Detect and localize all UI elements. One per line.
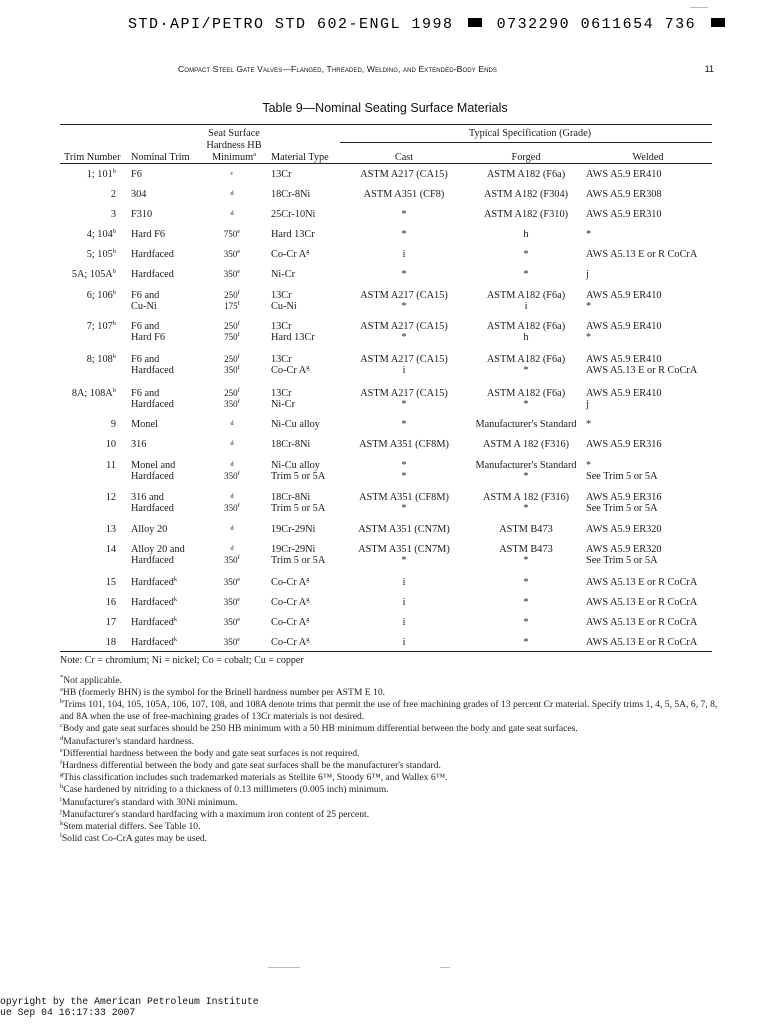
cell-welded: AWS A5.9 ER316: [586, 492, 662, 503]
cell-forged: ASTM A182 (F310): [483, 209, 569, 220]
cell-trim-number: 18: [105, 637, 116, 648]
cell-trim-number: 15: [105, 577, 116, 588]
cell-forged: Manufacturer's Standard: [475, 419, 577, 430]
cell-forged: ASTM A182 (F6a): [486, 354, 566, 365]
cell-forged: *: [523, 365, 529, 376]
cell-cast: *: [401, 269, 407, 280]
cell-welded: j: [586, 399, 589, 410]
cell-cast: i: [402, 617, 406, 628]
table-bottom-rule: [60, 651, 712, 652]
cell-hardness: d: [230, 190, 234, 197]
cell-welded: AWS A5.13 E or R CoCrA: [586, 617, 698, 628]
cell-forged: *: [523, 637, 529, 648]
cell-cast: i: [402, 637, 406, 648]
cell-cast: *: [401, 332, 407, 343]
cell-trim-number: 10: [105, 439, 116, 450]
cell-forged: *: [523, 249, 529, 260]
cell-forged: ASTM A 182 (F316): [482, 492, 570, 503]
cell-material-type: Co-Cr $A^g$: [271, 596, 310, 608]
cell-nominal-trim: F6 and: [131, 290, 160, 301]
scan-mark: [440, 967, 450, 968]
cell-forged: ASTM A182 (F304): [483, 189, 569, 200]
cell-nominal-trim: Hardfaced: [131, 503, 174, 514]
cell-trim-number: 2: [110, 189, 116, 200]
cell-material-type: Ni-Cu alloy: [271, 419, 320, 430]
cell-forged: h: [523, 332, 529, 343]
cell-trim-number: 7; 107$^b$: [86, 320, 116, 332]
page-number: 11: [704, 64, 714, 74]
cell-welded: AWS A5.9 ER310: [586, 209, 662, 220]
cell-nominal-trim: F310: [131, 209, 153, 220]
cell-forged: ASTM A182 (F6a): [486, 388, 566, 399]
cell-trim-number: 12: [105, 492, 116, 503]
cell-cast: i: [402, 597, 406, 608]
running-head: Compact Steel Gate Valves—Flanged, Threaded, Welding, and Extended-Body Ends: [178, 64, 498, 74]
cell-hardness: d: [230, 525, 234, 532]
cell-nominal-trim: 316 and: [131, 492, 164, 503]
cell-forged: ASTM A182 (F6a): [486, 321, 566, 332]
cell-trim-number: 5; 105$^b$: [86, 248, 116, 260]
cell-cast: ASTM A351 (CF8M): [359, 439, 449, 450]
cell-hardness: 350e: [223, 268, 241, 279]
cell-welded: AWS A5.9 ER410: [586, 290, 662, 301]
cell-trim-number: 16: [105, 597, 116, 608]
copyright-notice: [0, 996, 320, 1018]
cell-nominal-trim: Monel: [131, 419, 158, 430]
cell-cast: *: [401, 209, 407, 220]
cell-welded: See Trim 5 or 5A: [586, 471, 658, 482]
cell-welded: *: [586, 332, 592, 343]
footnote: $^g$This classification includes such trademarked materials as Stellite 6™, Stoody 6™, and Wallex 6™.: [60, 771, 448, 784]
cell-material-type: Co-Cr $A^g$: [271, 576, 310, 588]
cell-trim-number: 14: [105, 544, 116, 555]
cell-material-type: 13Cr: [271, 169, 292, 180]
cell-material-type: Hard 13Cr: [271, 332, 315, 343]
cell-hardness: c: [230, 170, 234, 177]
cell-forged: *: [523, 399, 529, 410]
cell-forged: ASTM B473: [499, 544, 553, 555]
cell-material-type: 18Cr-8Ni: [271, 439, 311, 450]
cell-hardness: d: [230, 420, 234, 427]
table-note: Note: Cr = chromium; Ni = nickel; Co = cobalt; Cu = copper: [60, 655, 304, 666]
cell-material-type: Co-Cr $A^g$: [271, 616, 310, 628]
cell-hardness: d: [230, 440, 234, 447]
cell-nominal-trim: F6 and: [131, 388, 160, 399]
cell-cast: ASTM A217 (CA15): [360, 388, 448, 399]
footnote: $^h$Case hardened by nitriding to a thickness of 0.13 millimeters (0.005 inch) minimum.: [60, 783, 389, 796]
cell-nominal-trim: Hardfaced: [131, 269, 174, 280]
footnote: $^e$Differential hardness between the body and gate seat surfaces is not required.: [60, 746, 360, 759]
cell-hardness: d: [230, 493, 234, 500]
header-typical-spec: Typical Specification (Grade): [468, 128, 592, 139]
cell-welded: AWS A5.9 ER410: [586, 388, 662, 399]
cell-hardness: 350e: [223, 616, 241, 627]
cell-trim-number: 13: [105, 524, 116, 535]
cell-welded: AWS A5.9 ER316: [586, 439, 662, 450]
footnote: $^c$Body and gate seat surfaces should be 250 HB minimum with a 50 HB minimum differential between the body and gate seat surfaces.: [60, 722, 578, 735]
cell-material-type: 18Cr-8Ni: [271, 189, 311, 200]
cell-hardness: d: [230, 545, 234, 552]
cell-forged: ASTM A182 (F6a): [486, 169, 566, 180]
cell-welded: AWS A5.9 ER320: [586, 544, 662, 555]
stamp-block-mark: [468, 18, 482, 27]
cell-cast: ASTM A217 (CA15): [360, 354, 448, 365]
cell-hardness: 350$^f$: [224, 470, 240, 481]
cell-cast: ASTM A217 (CA15): [360, 321, 448, 332]
cell-forged: *: [523, 597, 529, 608]
cell-hardness: 350e: [223, 596, 241, 607]
footnote: $^f$Hardness differential between the body and gate seat surfaces shall be the manufacturer's standard.: [60, 759, 441, 771]
cell-trim-number: 4; 104$^b$: [86, 228, 116, 240]
cell-nominal-trim: Hard F6: [131, 332, 166, 343]
cell-nominal-trim: F6: [131, 169, 142, 180]
cell-welded: *: [586, 229, 592, 240]
cell-cast: *: [401, 399, 407, 410]
header-trim-number: Trim Number: [64, 152, 121, 163]
cell-cast: ASTM A351 (CN7M): [358, 524, 450, 535]
header-cast: Cast: [394, 152, 414, 163]
cell-material-type: Cu-Ni: [271, 301, 297, 312]
cell-trim-number: 5A; $105A^b$: [71, 268, 116, 280]
cell-cast: ASTM A217 (CA15): [360, 169, 448, 180]
footnote: $^b$Trims 101, 104, 105, 105A, 106, 107, 108, and 108A denote trims that permit the use of free machining grades of 13 percent Cr material. Specify trims 1, 4, 5, 5A, 6, 7, 8, and 8A when the use of free-machining grades of 13Cr materials is not desired.: [60, 698, 718, 722]
document-stamp: [128, 16, 697, 33]
cell-cast: i: [402, 577, 406, 588]
stamp-block-mark-end: [711, 18, 725, 27]
cell-material-type: Ni-Cr: [271, 399, 296, 410]
cell-nominal-trim: F6 and: [131, 321, 160, 332]
cell-hardness: 750$^f$: [224, 331, 240, 342]
cell-welded: *: [586, 419, 592, 430]
header-hardness-line3: Minimum$^a$: [211, 151, 257, 163]
cell-hardness: 250$^f$: [224, 320, 240, 331]
table-title: Table 9—Nominal Seating Surface Materials: [262, 101, 508, 115]
cell-welded: AWS A5.9 ER308: [586, 189, 662, 200]
cell-hardness: 175$^f$: [224, 300, 240, 311]
cell-trim-number: 3: [110, 209, 116, 220]
cell-cast: ASTM A351 (CF8): [363, 189, 445, 200]
cell-forged: ASTM A182 (F6a): [486, 290, 566, 301]
cell-hardness: d: [230, 210, 234, 217]
cell-nominal-trim: 316: [131, 439, 147, 450]
cell-material-type: 19Cr-29Ni: [271, 544, 316, 555]
cell-material-type: Trim 5 or 5A: [271, 503, 326, 514]
cell-welded: AWS A5.9 ER410: [586, 169, 662, 180]
cell-material-type: Ni-Cr: [271, 269, 296, 280]
cell-nominal-trim: Hardfaced: [131, 249, 174, 260]
header-forged: Forged: [511, 152, 541, 163]
cell-material-type: Ni-Cu alloy: [271, 460, 320, 471]
cell-trim-number: 9: [110, 419, 116, 430]
header-welded: Welded: [632, 152, 664, 163]
cell-cast: i: [402, 365, 406, 376]
cell-forged: *: [523, 471, 529, 482]
footnote: $^i$Manufacturer's standard with 30Ni minimum.: [60, 795, 238, 808]
cell-cast: ASTM A351 (CN7M): [358, 544, 450, 555]
cell-forged: i: [524, 301, 528, 312]
cell-material-type: 19Cr-29Ni: [271, 524, 316, 535]
spec-group-rule: [340, 142, 712, 143]
cell-material-type: 13Cr: [271, 321, 292, 332]
cell-forged: *: [523, 503, 529, 514]
cell-welded: AWS A5.9 ER410: [586, 321, 662, 332]
header-material-type: Material Type: [271, 152, 329, 163]
cell-nominal-trim: Hardfaced$^k$: [131, 596, 178, 608]
cell-nominal-trim: F6 and: [131, 354, 160, 365]
cell-cast: i: [402, 249, 406, 260]
cell-welded: AWS A5.13 E or R CoCrA: [586, 249, 698, 260]
cell-hardness: 250$^f$: [224, 387, 240, 398]
cell-forged: h: [523, 229, 529, 240]
cell-material-type: 13Cr: [271, 354, 292, 365]
cell-hardness: 350e: [223, 576, 241, 587]
footnote: $^j$Manufacturer's standard hardfacing with a maximum iron content of 25 percent.: [60, 807, 370, 820]
cell-hardness: 350$^f$: [224, 502, 240, 513]
cell-forged: *: [523, 555, 529, 566]
cell-nominal-trim: Hard F6: [131, 229, 166, 240]
cell-material-type: Trim 5 or 5A: [271, 555, 326, 566]
scan-mark: [268, 967, 300, 968]
stamp-serial: 0732290 0611654 736: [496, 16, 697, 33]
cell-hardness: 350e: [223, 248, 241, 259]
cell-hardness: 350e: [223, 636, 241, 647]
copyright-line: opyright by the American Petroleum Institute: [0, 996, 259, 1007]
cell-cast: ASTM A217 (CA15): [360, 290, 448, 301]
stamp-standard-id: STD·API/PETRO STD 602-ENGL 1998: [128, 16, 454, 33]
cell-cast: *: [401, 503, 407, 514]
cell-trim-number: 11: [106, 460, 116, 471]
cell-welded: AWS A5.13 E or R CoCrA: [586, 365, 698, 376]
cell-forged: ASTM B473: [499, 524, 553, 535]
cell-nominal-trim: Hardfaced: [131, 471, 174, 482]
header-hardness-line1: Seat Surface: [208, 128, 260, 139]
copyright-timestamp: ue Sep 04 16:17:33 2007: [0, 1007, 136, 1018]
table-top-rule: [60, 124, 712, 125]
footnote: $^k$Stem material differs. See Table 10.: [60, 820, 201, 832]
cell-trim-number: 1; 101$^b$: [86, 168, 116, 180]
cell-welded: AWS A5.9 ER320: [586, 524, 662, 535]
cell-trim-number: 8; 108$^b$: [86, 353, 116, 365]
cell-cast: *: [401, 471, 407, 482]
cell-forged: *: [523, 617, 529, 628]
cell-forged: ASTM A 182 (F316): [482, 439, 570, 450]
cell-welded: AWS A5.13 E or R CoCrA: [586, 637, 698, 648]
cell-material-type: Co-Cr $A^g$: [271, 636, 310, 648]
table-header-rule: [60, 163, 712, 164]
header-nominal-trim: Nominal Trim: [131, 152, 190, 163]
footnote: *Not applicable.: [60, 674, 122, 686]
cell-trim-number: 17: [105, 617, 116, 628]
cell-trim-number: 8A; $108A^b$: [71, 387, 116, 399]
cell-nominal-trim: 304: [131, 189, 147, 200]
cell-welded: j: [586, 269, 589, 280]
cell-cast: *: [401, 229, 407, 240]
cell-welded: AWS A5.13 E or R CoCrA: [586, 597, 698, 608]
cell-hardness: 250$^f$: [224, 353, 240, 364]
cell-material-type: 25Cr-10Ni: [271, 209, 316, 220]
cell-nominal-trim: Monel and: [131, 460, 176, 471]
cell-cast: *: [401, 460, 407, 471]
cell-nominal-trim: Alloy 20: [131, 524, 168, 535]
cell-nominal-trim: Hardfaced: [131, 365, 174, 376]
cell-welded: AWS A5.13 E or R CoCrA: [586, 577, 698, 588]
cell-hardness: 750e: [223, 228, 241, 239]
cell-welded: *: [586, 460, 592, 471]
cell-nominal-trim: Hardfaced: [131, 555, 174, 566]
cell-cast: ASTM A351 (CF8M): [359, 492, 449, 503]
header-hardness-line2: Hardness HB: [206, 140, 262, 151]
cell-trim-number: 6; 106$^b$: [86, 289, 116, 301]
cell-material-type: 13Cr: [271, 388, 292, 399]
footnote: $^l$Solid cast Co-CrA gates may be used.: [60, 832, 208, 845]
cell-material-type: Co-Cr $A^g$: [271, 364, 310, 376]
cell-cast: *: [401, 555, 407, 566]
cell-material-type: Co-Cr $A^g$: [271, 248, 310, 260]
cell-material-type: Hard 13Cr: [271, 229, 315, 240]
cell-welded: AWS A5.9 ER410: [586, 354, 662, 365]
cell-forged: *: [523, 577, 529, 588]
cell-material-type: 13Cr: [271, 290, 292, 301]
cell-hardness: 350$^f$: [224, 398, 240, 409]
cell-nominal-trim: Alloy 20 and: [131, 544, 185, 555]
cell-hardness: 350$^f$: [224, 364, 240, 375]
cell-hardness: d: [230, 461, 234, 468]
cell-nominal-trim: Cu-Ni: [131, 301, 157, 312]
cell-hardness: 350$^f$: [224, 554, 240, 565]
cell-welded: *: [586, 301, 592, 312]
cell-cast: *: [401, 419, 407, 430]
cell-forged: Manufacturer's Standard: [475, 460, 577, 471]
cell-hardness: 250$^f$: [224, 289, 240, 300]
cell-nominal-trim: Hardfaced$^k$: [131, 616, 178, 628]
cell-cast: *: [401, 301, 407, 312]
cell-material-type: 18Cr-8Ni: [271, 492, 311, 503]
cell-nominal-trim: Hardfaced$^k$: [131, 636, 178, 648]
cell-nominal-trim: Hardfaced: [131, 399, 174, 410]
footnote: $^a$HB (formerly BHN) is the symbol for the Brinell hardness number per ASTM E 10.: [60, 686, 386, 699]
cell-welded: See Trim 5 or 5A: [586, 503, 658, 514]
cell-welded: See Trim 5 or 5A: [586, 555, 658, 566]
footnote: $^d$Manufacturer's standard hardness.: [60, 734, 195, 747]
scan-mark: [690, 7, 708, 8]
cell-material-type: Trim 5 or 5A: [271, 471, 326, 482]
cell-forged: *: [523, 269, 529, 280]
cell-nominal-trim: Hardfaced$^k$: [131, 576, 178, 588]
